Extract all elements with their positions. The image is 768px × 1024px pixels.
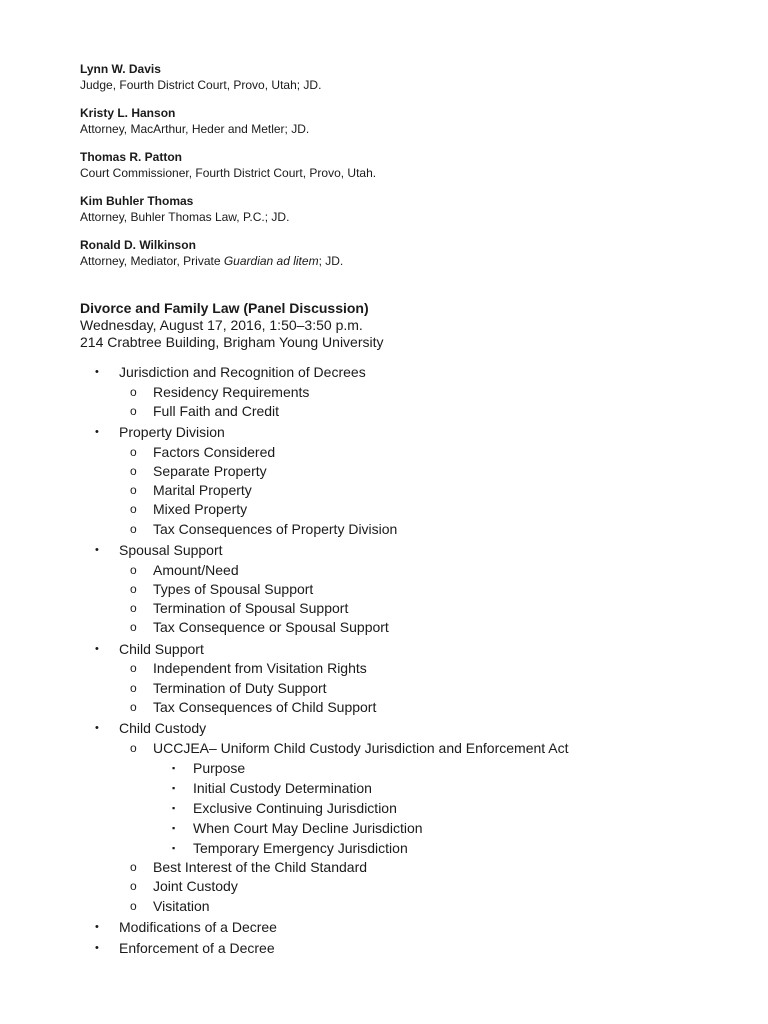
bullet-circle: o xyxy=(130,898,137,913)
panelist-name: Kristy L. Hanson xyxy=(80,106,176,120)
topic-label: Spousal Support xyxy=(119,542,223,559)
topic-label: Child Support xyxy=(119,640,204,657)
bullet-dot: • xyxy=(95,942,99,955)
subsubtopic-list xyxy=(153,758,740,858)
subsubtopic-item xyxy=(153,838,740,858)
subtopic-item xyxy=(119,481,740,500)
bullet-circle: o xyxy=(130,879,137,894)
event-datetime: Wednesday, August 17, 2016, 1:50–3:50 p.m. xyxy=(80,317,363,333)
topic-item xyxy=(80,541,740,638)
subtopic-item xyxy=(119,561,740,580)
subtopic-item xyxy=(119,897,740,916)
bullet-circle: o xyxy=(130,601,137,616)
bullet-circle: o xyxy=(130,463,137,478)
bullet-circle: o xyxy=(130,740,137,755)
panelist-name: Lynn W. Davis xyxy=(80,62,161,76)
subtopic-item xyxy=(119,580,740,599)
subtopic-label: Tax Consequences of Property Division xyxy=(153,520,398,537)
subtopic-label: Visitation xyxy=(153,897,210,914)
subtopic-item xyxy=(119,858,740,877)
panelist-entry xyxy=(80,194,740,225)
bullet-circle: o xyxy=(130,581,137,596)
bullet-square: ▪ xyxy=(172,762,176,773)
panelist-title: Court Commissioner, Fourth District Court, Provo, Utah. xyxy=(80,166,377,180)
panelist-title: Judge, Fourth District Court, Provo, Utah; JD. xyxy=(80,78,322,92)
panelist-name: Kim Buhler Thomas xyxy=(80,194,194,208)
subtopic-label: Amount/Need xyxy=(153,561,239,578)
bullet-circle: o xyxy=(130,620,137,635)
subsubtopic-item xyxy=(153,778,740,798)
bullet-circle: o xyxy=(130,562,137,577)
bullet-dot: • xyxy=(95,642,99,655)
subsubtopic-item xyxy=(153,798,740,818)
subtopic-label: Best Interest of the Child Standard xyxy=(153,858,368,875)
bullet-square: ▪ xyxy=(172,802,176,813)
title-part: Attorney, Mediator, Private xyxy=(80,254,224,268)
panelist-name: Thomas R. Patton xyxy=(80,150,183,164)
topic-item xyxy=(80,918,740,938)
subtopic-item xyxy=(119,659,740,678)
subtopic-label: Mixed Property xyxy=(153,501,248,518)
subtopic-label: Factors Considered xyxy=(153,443,276,460)
bullet-dot: • xyxy=(95,920,99,933)
topic-item xyxy=(80,423,740,539)
subtopic-item xyxy=(119,443,740,462)
subsubtopic-item xyxy=(153,758,740,778)
topic-label: Modifications of a Decree xyxy=(119,918,277,935)
topic-item xyxy=(80,719,740,916)
topic-item xyxy=(80,939,740,959)
subtopic-item xyxy=(119,520,740,539)
bullet-circle: o xyxy=(130,403,137,418)
subsubtopic-label: When Court May Decline Jurisdiction xyxy=(193,819,423,836)
topic-list xyxy=(80,363,740,959)
bullet-square: ▪ xyxy=(172,842,176,853)
subsubtopic-label: Initial Custody Determination xyxy=(193,779,372,796)
subtopic-label: Separate Property xyxy=(153,462,267,479)
bullet-circle: o xyxy=(130,699,137,714)
title-part: ; JD. xyxy=(318,254,344,268)
bullet-dot: • xyxy=(95,366,99,378)
subtopic-list xyxy=(119,739,740,916)
bullet-circle: o xyxy=(130,502,137,517)
topic-label: Enforcement of a Decree xyxy=(119,940,275,957)
subtopic-label: UCCJEA– Uniform Child Custody Jurisdiction and Enforcement Act xyxy=(153,739,569,756)
topic-item xyxy=(80,363,740,421)
bullet-circle: o xyxy=(130,384,137,399)
panelist-name: Ronald D. Wilkinson xyxy=(80,238,196,252)
bullet-circle: o xyxy=(130,444,137,459)
subsubtopic-label: Exclusive Continuing Jurisdiction xyxy=(193,799,397,816)
subtopic-label: Joint Custody xyxy=(153,878,238,895)
subtopic-item xyxy=(119,500,740,519)
panelist-title: Attorney, Buhler Thomas Law, P.C.; JD. xyxy=(80,210,290,224)
subtopic-item xyxy=(119,402,740,421)
subtopic-label: Tax Consequence or Spousal Support xyxy=(153,619,389,636)
subtopic-item xyxy=(119,698,740,717)
subtopic-item xyxy=(119,618,740,637)
title-italic: Guardian ad litem xyxy=(223,254,319,268)
subtopic-item xyxy=(119,739,740,858)
subtopic-item xyxy=(119,462,740,481)
topic-label: Property Division xyxy=(119,424,225,441)
panelist-entry xyxy=(80,238,740,269)
subtopic-label: Termination of Spousal Support xyxy=(153,600,349,617)
subtopic-item xyxy=(119,679,740,698)
topic-item xyxy=(80,640,740,717)
subtopic-item xyxy=(119,877,740,896)
event-location: 214 Crabtree Building, Brigham Young University xyxy=(80,334,384,350)
panelist-title xyxy=(80,253,740,269)
subtopic-label: Residency Requirements xyxy=(153,383,310,400)
subtopic-list xyxy=(119,383,740,422)
subtopic-label: Types of Spousal Support xyxy=(153,580,314,597)
bullet-circle: o xyxy=(130,483,137,498)
subtopic-label: Marital Property xyxy=(153,482,252,499)
subtopic-label: Tax Consequences of Child Support xyxy=(153,698,377,715)
bullet-circle: o xyxy=(130,661,137,676)
subtopic-list xyxy=(119,659,740,717)
bullet-circle: o xyxy=(130,680,137,695)
subtopic-item xyxy=(119,599,740,618)
event-title: Divorce and Family Law (Panel Discussion) xyxy=(80,300,369,316)
panelist-entry xyxy=(80,106,740,137)
subsubtopic-item xyxy=(153,818,740,838)
bullet-square: ▪ xyxy=(172,782,176,793)
document-page xyxy=(80,62,740,961)
panelist-entry xyxy=(80,150,740,181)
panelist-entry xyxy=(80,62,740,93)
bullet-square: ▪ xyxy=(172,822,176,833)
topic-label: Child Custody xyxy=(119,720,207,737)
subtopic-list xyxy=(119,443,740,539)
subtopic-label: Full Faith and Credit xyxy=(153,402,280,419)
topic-label: Jurisdiction and Recognition of Decrees xyxy=(119,364,366,380)
subsubtopic-label: Purpose xyxy=(193,759,246,776)
bullet-dot: • xyxy=(95,426,99,439)
subsubtopic-label: Temporary Emergency Jurisdiction xyxy=(193,839,408,856)
subtopic-item xyxy=(119,383,740,402)
panelist-title: Attorney, MacArthur, Heder and Metler; JD. xyxy=(80,122,310,136)
bullet-dot: • xyxy=(95,544,99,557)
bullet-dot: • xyxy=(95,722,99,735)
bullet-circle: o xyxy=(130,521,137,536)
event-info xyxy=(80,300,740,351)
subtopic-label: Termination of Duty Support xyxy=(153,679,327,696)
bullet-circle: o xyxy=(130,859,137,874)
subtopic-list xyxy=(119,561,740,638)
subtopic-label: Independent from Visitation Rights xyxy=(153,660,367,677)
